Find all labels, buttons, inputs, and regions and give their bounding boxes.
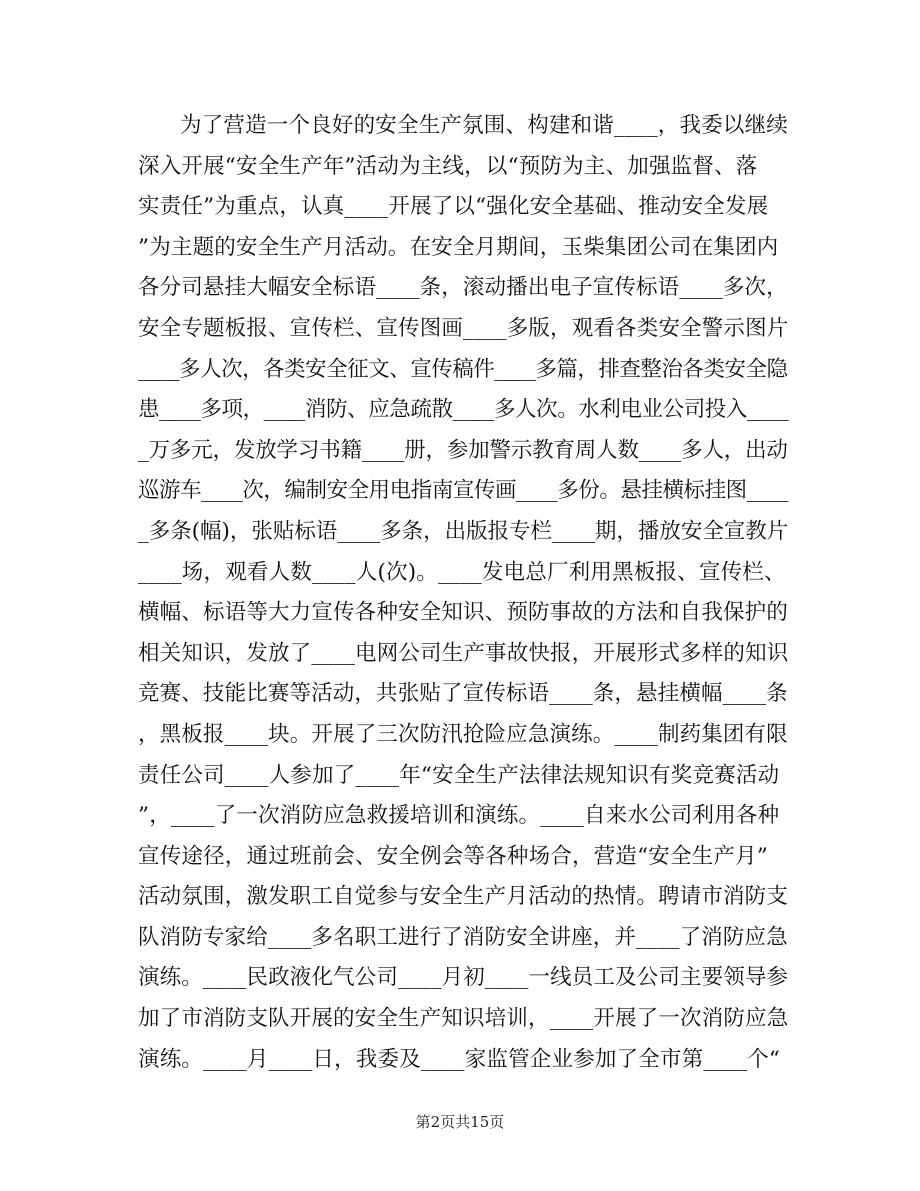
text-line: 演练。____民政液化气公司____月初____一线员工及公司主要领导参: [138, 965, 789, 991]
text-line: ，黑板报____块。开展了三次防汛抢险应急演练。____制药集团有限: [138, 721, 788, 747]
text-line: 各分司悬挂大幅安全标语____条，滚动播出电子宣传标语____多次，: [138, 275, 788, 301]
text-line: 深入开展“安全生产年”活动为主线，以“预防为主、加强监督、落: [138, 153, 758, 179]
text-line: 演练。____月____日，我委及____家监管企业参加了全市第____个“: [138, 1046, 781, 1072]
text-line: 巡游车____次，编制安全用电指南宣传画____多份。悬挂横标挂图____: [138, 478, 788, 504]
text-line: ____场，观看人数____人(次)。____发电总厂利用黑板报、宣传栏、: [138, 559, 786, 585]
text-line: 相关知识，发放了____电网公司生产事故快报，开展形式多样的知识: [138, 640, 789, 666]
text-line: 实责任”为重点，认真____开展了以“强化安全基础、推动安全发展: [138, 194, 769, 220]
text-line: ”，____了一次消防应急救援培训和演练。____自来水公司利用各种: [138, 803, 780, 829]
text-line: ____多人次，各类安全征文、宣传稿件____多篇，排查整治各类安全隐: [138, 356, 788, 382]
page-number-footer: 第2页共15页: [415, 1113, 505, 1131]
text-line: 队消防专家给____多名职工进行了消防安全讲座，并____了消防应急: [138, 924, 788, 950]
body-paragraph: [138, 106, 788, 1080]
text-line: 活动氛围，激发职工自觉参与安全生产月活动的热情。聘请市消防支: [138, 884, 789, 910]
text-line: 宣传途径，通过班前会、安全例会等各种场合，营造“安全生产月”: [138, 843, 768, 869]
text-line: 责任公司____人参加了____年“安全生产法律法规知识有奖竞赛活动: [138, 762, 780, 788]
text-line: 为了营造一个良好的安全生产氛围、构建和谐____，我委以继续: [180, 113, 789, 138]
text-line: _万多元，发放学习书籍____册，参加警示教育周人数____多人，出动: [138, 437, 788, 463]
text-line: _多条(幅)，张贴标语____多条，出版报专栏____期，播放安全宣教片: [138, 518, 789, 544]
text-line: 安全专题板报、宣传栏、宣传图画____多版，观看各类安全警示图片: [138, 315, 789, 341]
text-line: 患____多项，____消防、应急疏散____多人次。水利电业公司投入____: [138, 397, 789, 423]
text-line: 加了市消防支队开展的安全生产知识培训，____开展了一次消防应急: [138, 1006, 789, 1032]
text-line: ”为主题的安全生产月活动。在安全月期间，玉柴集团公司在集团内: [138, 234, 779, 260]
text-line: 横幅、标语等大力宣传各种安全知识、预防事故的方法和自我保护的: [138, 600, 789, 626]
text-line: 竞赛、技能比赛等活动，共张贴了宣传标语____条，悬挂横幅____条: [138, 681, 788, 707]
